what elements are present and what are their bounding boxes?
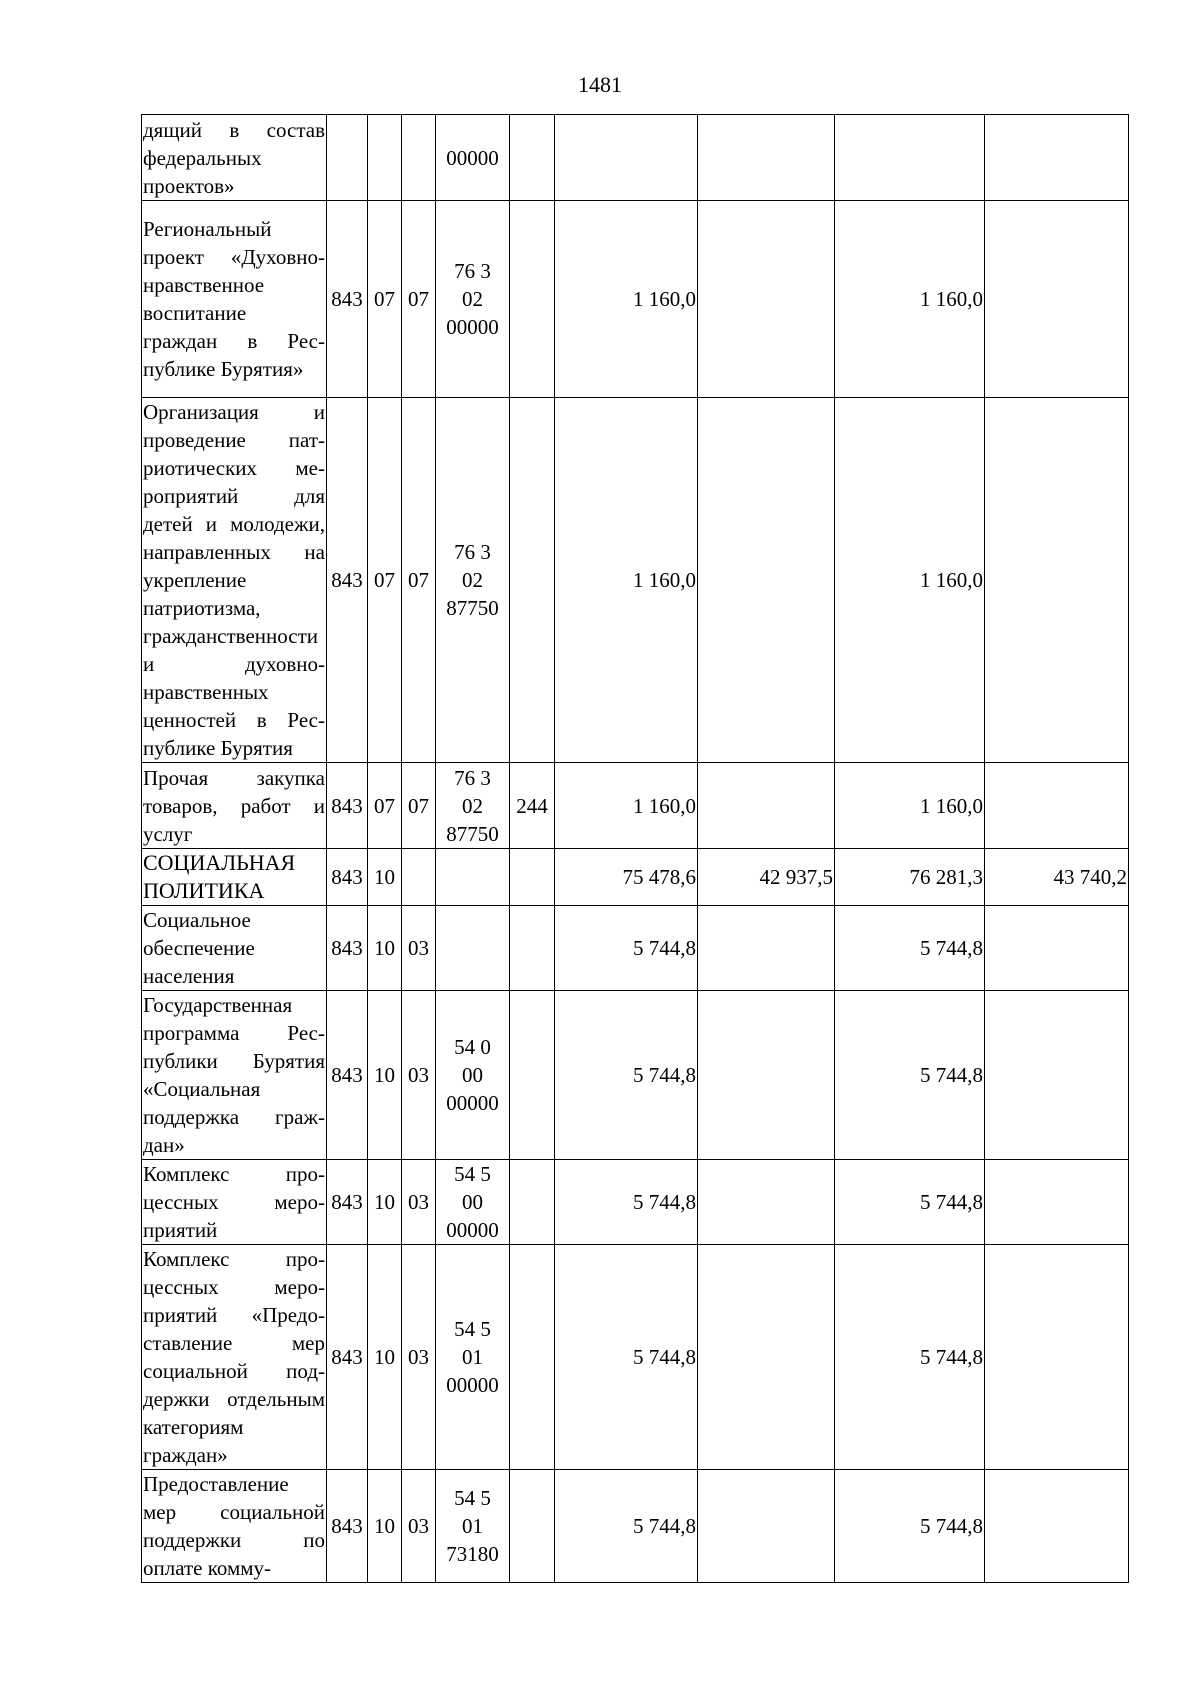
cell-ved-code [327,906,368,991]
cell-expense-type [510,1470,555,1583]
cell-ved-code [327,991,368,1160]
cell-sum-year2-federal [985,1160,1129,1245]
cell-ved-code [327,849,368,906]
cell-sum-year2 [835,398,985,763]
cell-target-article [436,1470,510,1583]
cell-sum-year1 [555,763,698,849]
cell-name-text: Комплекс процессных мероприятий «Предоставление мер социальной поддержки отдельным категориям граждан» [143,1247,325,1467]
cell-sum-year1 [555,201,698,398]
table-row [142,991,1129,1160]
table-row [142,849,1129,906]
cell-sum-year2-text: 1 160,0 [920,793,983,818]
cell-ved-code-text: 843 [331,793,363,818]
cell-section-code [368,991,402,1160]
budget-table [141,114,1129,1583]
cell-expense-type [510,906,555,991]
cell-subsection-code-text: 03 [408,1063,429,1087]
cell-subsection-code [402,1470,436,1583]
cell-sum-year1-text: 1 160,0 [633,793,696,818]
cell-ved-code [327,1160,368,1245]
cell-section-code [368,115,402,201]
cell-subsection-code-text: 07 [408,568,429,592]
cell-subsection-code [402,991,436,1160]
cell-section-code [368,201,402,398]
cell-name-text: Региональный проект «Духовно-нравственное воспитание граждан в Республике Бурятия» [143,217,325,381]
page-number: 1481 [578,72,622,97]
table-row [142,763,1129,849]
cell-sum-year2-text: 5 744,8 [920,1345,983,1369]
cell-section-code [368,1245,402,1470]
cell-sum-year2-federal [985,1245,1129,1470]
cell-sum-year1 [555,849,698,906]
cell-sum-year1-federal [698,201,835,398]
cell-sum-year2-text: 5 744,8 [920,1514,983,1538]
cell-sum-year1-text: 5 744,8 [633,1190,696,1214]
cell-name [142,201,327,398]
cell-ved-code-text: 843 [331,568,363,592]
cell-target-article [436,398,510,763]
cell-ved-code [327,1245,368,1470]
cell-sum-year2 [835,1470,985,1583]
cell-target-article [436,201,510,398]
cell-name-text: Государственная программа Республики Бурятия «Социальная поддержка граждан» [143,993,325,1157]
cell-name [142,1245,327,1470]
cell-sum-year1-federal [698,991,835,1160]
cell-subsection-code [402,1160,436,1245]
cell-expense-type [510,115,555,201]
cell-name [142,991,327,1160]
cell-ved-code-text: 843 [331,936,363,960]
cell-subsection-code [402,201,436,398]
cell-ved-code [327,115,368,201]
cell-target-article-text: 76 3 02 00000 [446,259,499,339]
cell-sum-year2 [835,991,985,1160]
cell-section-code-text: 10 [374,1345,395,1369]
cell-expense-type [510,1245,555,1470]
cell-sum-year2-federal [985,398,1129,763]
cell-sum-year2-federal [985,849,1129,906]
cell-sum-year2 [835,763,985,849]
table-row [142,1160,1129,1245]
table-row [142,201,1129,398]
table-row [142,398,1129,763]
cell-sum-year2-text: 5 744,8 [920,1063,983,1087]
cell-sum-year2-federal [985,201,1129,398]
cell-sum-year1-federal [698,1470,835,1583]
cell-section-code [368,1470,402,1583]
cell-target-article-text: 54 5 01 00000 [446,1317,499,1397]
cell-subsection-code-text: 07 [408,793,429,818]
cell-sum-year1-text: 5 744,8 [633,1345,696,1369]
cell-target-article [436,763,510,849]
cell-section-code-text: 10 [374,936,395,960]
cell-sum-year1-federal [698,398,835,763]
cell-ved-code-text: 843 [331,1514,363,1538]
cell-sum-year2 [835,1160,985,1245]
cell-subsection-code-text: 03 [408,1190,429,1214]
cell-name [142,115,327,201]
cell-sum-year1-text: 1 160,0 [633,287,696,311]
table-row [142,906,1129,991]
cell-subsection-code-text: 03 [408,1345,429,1369]
cell-ved-code-text: 843 [331,1345,363,1369]
cell-sum-year1 [555,1245,698,1470]
cell-name-text: Социальное обеспечение населения [143,908,255,988]
cell-sum-year1 [555,115,698,201]
cell-section-code [368,398,402,763]
cell-section-code [368,763,402,849]
cell-subsection-code [402,398,436,763]
cell-sum-year2-text: 1 160,0 [920,568,983,592]
cell-ved-code [327,763,368,849]
cell-target-article [436,115,510,201]
cell-expense-type [510,201,555,398]
cell-subsection-code [402,115,436,201]
cell-target-article [436,906,510,991]
cell-sum-year2 [835,201,985,398]
cell-section-code-text: 10 [374,1190,395,1214]
cell-name [142,1160,327,1245]
cell-sum-year2-federal [985,115,1129,201]
cell-subsection-code [402,763,436,849]
cell-sum-year1-federal [698,906,835,991]
cell-name-text: СОЦИАЛЬНАЯ ПОЛИТИКА [143,850,296,903]
cell-sum-year2-federal-text: 43 740,2 [1053,865,1127,889]
cell-target-article-text: 54 5 00 00000 [446,1162,499,1242]
cell-sum-year2-text: 76 281,3 [909,865,983,889]
table-row [142,1470,1129,1583]
cell-name [142,763,327,849]
cell-sum-year1-federal [698,763,835,849]
cell-ved-code [327,1470,368,1583]
cell-subsection-code [402,906,436,991]
cell-target-article-text: 00000 [446,145,499,170]
cell-sum-year1 [555,906,698,991]
cell-sum-year2-text: 1 160,0 [920,287,983,311]
cell-section-code [368,906,402,991]
cell-sum-year1-text: 75 478,6 [622,865,696,889]
cell-ved-code [327,201,368,398]
cell-expense-type [510,398,555,763]
cell-section-code-text: 10 [374,1063,395,1087]
cell-sum-year1-federal [698,1245,835,1470]
cell-section-code-text: 07 [374,568,395,592]
cell-sum-year2 [835,849,985,906]
cell-ved-code-text: 843 [331,287,363,311]
cell-expense-type [510,763,555,849]
cell-name [142,1470,327,1583]
cell-sum-year1-text: 5 744,8 [633,1514,696,1538]
cell-sum-year1-federal-text: 42 937,5 [759,865,833,889]
cell-target-article-text: 54 5 01 73180 [446,1486,499,1566]
cell-subsection-code-text: 07 [408,287,429,311]
cell-sum-year1 [555,398,698,763]
cell-name-text: Предоставление мер социальной поддержки по оплате комму- [143,1472,325,1580]
cell-sum-year2-federal [985,991,1129,1160]
cell-sum-year1-text: 5 744,8 [633,936,696,960]
cell-sum-year1-text: 5 744,8 [633,1063,696,1087]
cell-expense-type [510,991,555,1160]
cell-sum-year2 [835,115,985,201]
cell-sum-year1-text: 1 160,0 [633,568,696,592]
cell-target-article-text: 76 3 02 87750 [446,765,499,846]
cell-name [142,398,327,763]
cell-ved-code-text: 843 [331,865,363,889]
cell-section-code-text: 10 [374,1514,395,1538]
cell-ved-code-text: 843 [331,1063,363,1087]
cell-subsection-code [402,1245,436,1470]
cell-sum-year2-federal [985,1470,1129,1583]
cell-target-article [436,1245,510,1470]
cell-expense-type [510,1160,555,1245]
cell-sum-year1 [555,1470,698,1583]
cell-name-text: Организация и проведение патриотических мероприятий для детей и молодежи, направленных на укрепление патриотизма, гражданственности и духовно-нравственных ценностей в Республике Бурятия [143,400,325,760]
cell-ved-code [327,398,368,763]
cell-target-article-text: 54 0 00 00000 [446,1035,499,1115]
cell-sum-year2 [835,906,985,991]
cell-section-code [368,849,402,906]
cell-name [142,849,327,906]
table-row [142,115,1129,201]
cell-section-code-text: 07 [374,287,395,311]
cell-name-text: Прочая закупка товаров, работ и услуг [143,765,325,846]
table-body [142,115,1129,1583]
cell-section-code-text: 10 [374,865,395,889]
cell-name-text: Комплекс процессных мероприятий [143,1162,325,1242]
cell-sum-year1 [555,1160,698,1245]
cell-section-code-text: 07 [374,793,395,818]
cell-target-article-text: 76 3 02 87750 [446,540,499,620]
cell-sum-year2-text: 5 744,8 [920,936,983,960]
cell-sum-year2-federal [985,906,1129,991]
cell-subsection-code-text: 03 [408,936,429,960]
cell-subsection-code [402,849,436,906]
cell-expense-type-text: 244 [516,793,548,818]
cell-sum-year1-federal [698,1160,835,1245]
cell-ved-code-text: 843 [331,1190,363,1214]
cell-target-article [436,849,510,906]
cell-sum-year1-federal [698,115,835,201]
cell-subsection-code-text: 03 [408,1514,429,1538]
cell-target-article [436,991,510,1160]
cell-sum-year2 [835,1245,985,1470]
cell-name-text: дящий в состав федеральных проектов» [143,117,325,198]
cell-sum-year1 [555,991,698,1160]
cell-sum-year2-text: 5 744,8 [920,1190,983,1214]
cell-sum-year1-federal [698,849,835,906]
cell-target-article [436,1160,510,1245]
cell-section-code [368,1160,402,1245]
cell-name [142,906,327,991]
cell-expense-type [510,849,555,906]
cell-sum-year2-federal [985,763,1129,849]
table-row [142,1245,1129,1470]
